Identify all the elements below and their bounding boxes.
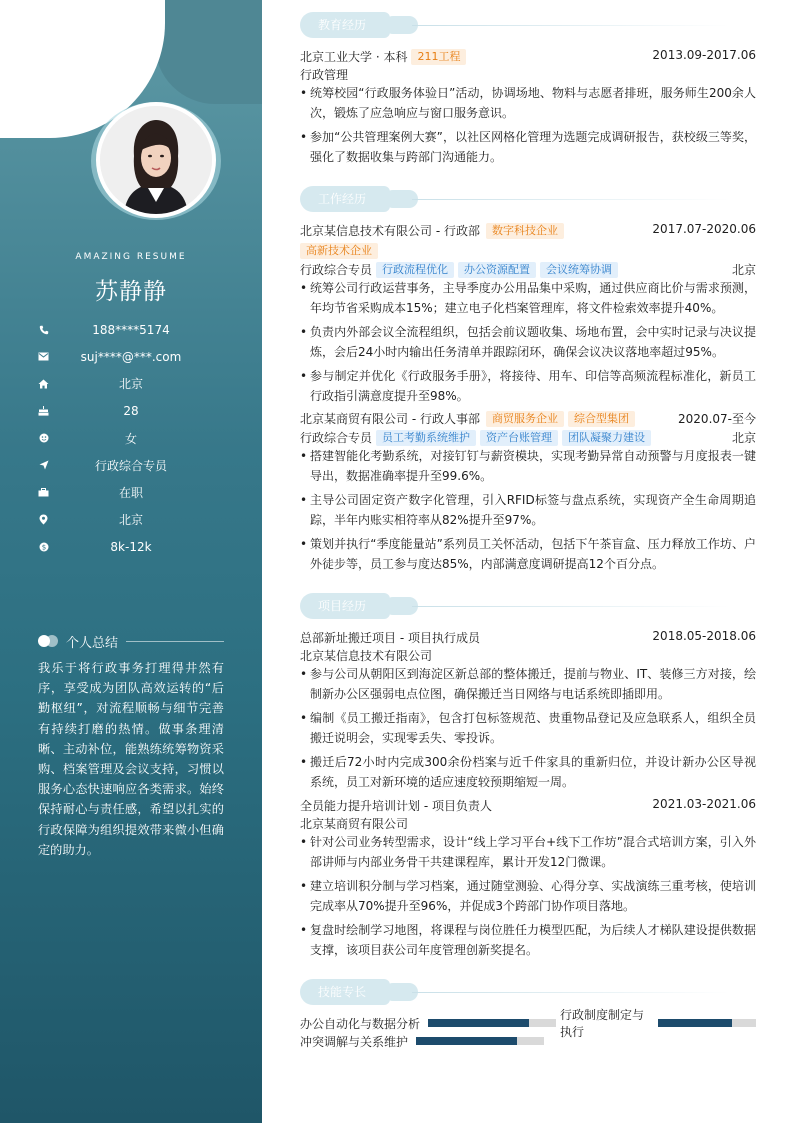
project-1-company: 北京某信息技术有限公司 (300, 649, 433, 663)
list-item: • 策划并执行“季度能量站”系列员工关怀活动，包括下午茶盲盒、压力释放工作坊、户外徒步等，员工参与度达85%，内部满意度调研提高12个百分点。 (300, 534, 756, 574)
work-1-header (300, 222, 756, 240)
skill-bar-fill (658, 1019, 733, 1027)
list-item: • 搭建智能化考勤系统，对接钉钉与薪资模块，实现考勤异常自动预警与月度报表一键导出，数据准确率提升至99.6%。 (300, 446, 756, 486)
home-icon (38, 378, 49, 389)
summary-divider (126, 641, 224, 642)
location-pin-icon (38, 514, 49, 525)
education-major: 行政管理 (300, 68, 349, 82)
info-city (38, 506, 224, 533)
list-item: • 编制《员工搬迁指南》，包含打包标签规范、贵重物品登记及应急联系人，组织全员搬迁说明会，实现零丢失、零投诉。 (300, 708, 756, 748)
list-item: • 复盘时绘制学习地图，将课程与岗位胜任力模型匹配，为后续人才梯队建设提供数据支撑，该项目获公司年度管理创新奖提名。 (300, 920, 756, 960)
project-1-date: 2018.05-2018.06 (652, 629, 756, 643)
phone-icon (38, 324, 49, 335)
education-bullets (300, 83, 756, 167)
skill-bar-fill (428, 1019, 529, 1027)
work-1-skill-tag: 会议统筹协调 (540, 262, 618, 278)
skill-item (300, 1015, 556, 1031)
mail-icon (38, 351, 49, 362)
briefcase-icon (38, 487, 49, 498)
info-position (38, 452, 224, 479)
project-2-date: 2021.03-2021.06 (652, 797, 756, 811)
age-value: 28 (123, 404, 139, 419)
list-item: • 搬迁后72小时内完成300余份档案与近千件家具的重新归位，并设计新办公区导视系统，员工对新环境的适应速度较预期缩短一周。 (300, 752, 756, 792)
avatar-portrait-icon (100, 106, 212, 214)
work-1-date: 2017.07-2020.06 (652, 222, 756, 236)
position-value: 行政综合专员 (94, 459, 167, 474)
work-2-skill-tag: 团队凝聚力建设 (562, 430, 651, 446)
info-status (38, 479, 224, 506)
project-2-bullets (300, 832, 756, 960)
list-item: • 建立培训积分制与学习档案，通过随堂测验、心得分享、实战演练三重考核，使培训完成率从70%提升至96%，并促成3个跨部门协作项目落地。 (300, 876, 756, 916)
section-title-education: 教育经历 (300, 12, 730, 38)
work-1-skill-tag: 办公资源配置 (458, 262, 536, 278)
resume-subtitle: AMAZING RESUME (75, 252, 187, 262)
project-2-company: 北京某商贸有限公司 (300, 817, 409, 831)
info-phone (38, 316, 224, 343)
list-item: • 主导公司固定资产数字化管理，引入RFID标签与盘点系统，实现资产全生命周期追踪，半年内账实相符率从82%提升至97%。 (300, 490, 756, 530)
skill-name: 冲突调解与关系维护 (300, 1034, 409, 1049)
candidate-name: 苏静静 (95, 279, 167, 305)
project-1-title: 总部新址搬迁项目 - 项目执行成员 (300, 631, 480, 645)
work-2-company: 北京某商贸有限公司 - 行政人事部 (300, 412, 480, 426)
contact-info-list (38, 316, 224, 561)
skill-item (300, 1033, 544, 1049)
list-item: • 参与制定并优化《行政服务手册》，将接待、用车、印信等高频流程标准化，新员工行政指引满意度提升至98%。 (300, 366, 756, 406)
svg-text:$: $ (41, 543, 46, 552)
work-1-tag: 高新技术企业 (300, 243, 378, 259)
summary-text: 我乐于将行政事务打理得井然有序，享受成为团队高效运转的“后勤枢纽”，对流程顺畅与细节完善有持续打磨的热情。做事条理清晰、主动补位，能熟练统筹物资采购、档案管理及会议支持，习惯以服务心态快速响应各类需求。始终保持耐心与责任感，希望以扎实的行政保障为组织提效带来微小但确定的助力。 (38, 661, 224, 857)
email-value: suj****@***.com (80, 349, 182, 364)
info-gender (38, 425, 224, 452)
info-email (38, 343, 224, 370)
work-1-city: 北京 (731, 263, 756, 277)
list-item: • 参加“公共管理案例大赛”，以社区网格化管理为选题完成调研报告，获校级三等奖，强化了数据收集与跨部门沟通能力。 (300, 127, 756, 167)
project-1-company-row (300, 647, 756, 665)
summary-title: 个人总结 (66, 635, 119, 651)
section-title-projects: 项目经历 (300, 593, 730, 619)
project-1-bullets (300, 664, 756, 792)
work-2-header (300, 410, 756, 428)
avatar (96, 102, 216, 218)
education-school: 北京工业大学 · 本科 (300, 50, 408, 64)
education-date: 2013.09-2017.06 (652, 48, 756, 62)
work-1-skill-tag: 行政流程优化 (376, 262, 454, 278)
section-title-work: 工作经历 (300, 186, 730, 212)
list-item: • 负责内外部会议全流程组织，包括会前议题收集、场地布置，会中实时记录与决议提炼，会后24小时内输出任务清单并跟踪闭环，确保会议决议落地率超过95%。 (300, 322, 756, 362)
project-2-title: 全员能力提升培训计划 - 项目负责人 (300, 799, 492, 813)
paper-plane-icon (38, 460, 49, 471)
city-value: 北京 (118, 513, 143, 528)
education-header (300, 48, 756, 66)
hometown-value: 北京 (118, 377, 143, 392)
gender-icon (38, 433, 49, 444)
salary-value: 8k-12k (110, 540, 152, 555)
project-1-header (300, 629, 756, 647)
work-2-skill-tag: 员工考勤系统维护 (376, 430, 476, 446)
skill-bar-fill (416, 1037, 517, 1045)
money-icon (38, 542, 49, 553)
summary-heading (38, 630, 224, 652)
phone-value: 188****5174 (92, 322, 170, 337)
sidebar (0, 0, 262, 1123)
work-2-tag: 商贸服务企业 (486, 411, 564, 427)
status-value: 在职 (118, 486, 143, 501)
skill-bar (416, 1037, 544, 1045)
section-title-skills: 技能专长 (300, 979, 730, 1005)
project-2-header (300, 797, 756, 815)
work-2-role-row (300, 429, 756, 447)
info-hometown (38, 370, 224, 397)
skill-item (560, 1008, 756, 1039)
birthday-cake-icon (38, 406, 49, 417)
list-item: • 统筹校园“行政服务体验日”活动，协调场地、物料与志愿者排班，服务师生200余人次，锻炼了应急响应与窗口服务意识。 (300, 83, 756, 123)
gender-value: 女 (124, 431, 137, 446)
project-2-company-row (300, 815, 756, 833)
skill-bar (658, 1019, 756, 1027)
work-1-role-row (300, 261, 756, 279)
work-1-tag: 数字科技企业 (486, 223, 564, 239)
work-1-role: 行政综合专员 (300, 263, 373, 277)
work-2-skill-tag: 资产台账管理 (480, 430, 558, 446)
summary-dots-icon (38, 635, 60, 647)
skill-name: 办公自动化与数据分析 (300, 1016, 421, 1031)
info-salary (38, 534, 224, 561)
decorative-shape (155, 0, 262, 104)
work-2-role: 行政综合专员 (300, 431, 373, 445)
info-age (38, 398, 224, 425)
education-tag: 211工程 (411, 49, 466, 65)
list-item: • 统筹公司行政运营事务，主导季度办公用品集中采购，通过供应商比价与需求预测，年均节省采购成本15%；建立电子化档案管理库，将文件检索效率提升40%。 (300, 278, 756, 318)
work-2-bullets (300, 446, 756, 574)
skill-name: 行政制度制定与执行 (560, 1008, 645, 1039)
work-2-city: 北京 (731, 431, 756, 445)
work-1-tag-row (300, 243, 756, 261)
work-2-tag: 综合型集团 (568, 411, 635, 427)
education-major-row (300, 66, 756, 84)
skill-bar (428, 1019, 556, 1027)
work-1-company: 北京某信息技术有限公司 - 行政部 (300, 224, 480, 238)
list-item: • 针对公司业务转型需求，设计“线上学习平台+线下工作坊”混合式培训方案，引入外部讲师与内部业务骨干共建课程库，累计开发12门微课。 (300, 832, 756, 872)
work-1-bullets (300, 278, 756, 406)
list-item: • 参与公司从朝阳区到海淀区新总部的整体搬迁，提前与物业、IT、装修三方对接，绘制新办公区强弱电点位图，确保搬迁当日网络与电话系统即插即用。 (300, 664, 756, 704)
work-2-date: 2020.07-至今 (678, 412, 756, 426)
